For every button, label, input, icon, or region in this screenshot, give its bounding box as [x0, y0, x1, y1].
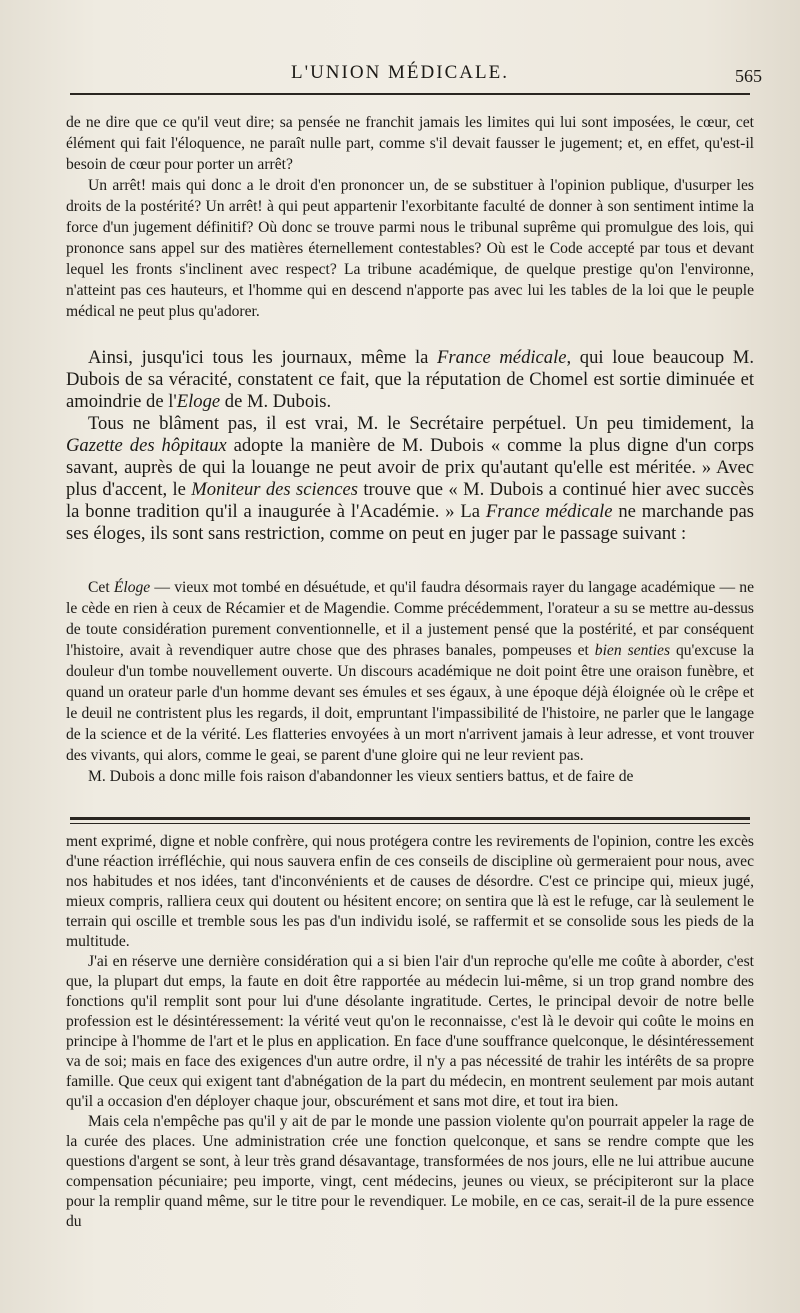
main-commentary: [66, 347, 754, 545]
paragraph: M. Dubois a donc mille fois raison d'abandonner les vieux sentiers battus, et de faire de: [88, 768, 634, 785]
running-title: L'UNION MÉDICALE.: [291, 62, 509, 83]
paragraph: J'ai en réserve une dernière considération qui a si bien l'air d'un reproche qu'elle me coûte à aborder, c'est que, la plupart dut emps, la faute en doit être rapportée au médecin lui-même, si un trop grand nombre des fonctions qu'il remplit sont pour lui d'une désolante ingratitude. Certes, le principal devoir de notre belle profession est le désintéressement: la vérité veut qu'on le reconnaisse, c'est là le devoir qui coûte le moins en principe à l'homme de l'art et le plus en application. En face d'une souffrance quelconque, le désintéressement va de soi; mais en face des exigences d'un autre ordre, il n'y a pas nécessité de trahir les intérêts de sa propre famille. Que ceux qui exigent tant d'abnégation de la part du médecin, en montrent seulement par mois autant qu'il a occasion d'en déployer chaque jour, obscurément et sans mot dire, et tout ira bien.: [66, 953, 754, 1110]
paragraph: ment exprimé, digne et noble confrère, qui nous protégera contre les revirements de l'opinion, contre les excès d'une réaction irréfléchie, qui nous sauvera enfin de ces conseils de discipline où germeraient pour nous, avec nos habitudes et nos idées, tant d'inconvénients et de causes de désordre. C'est ce principe qui, mieux jugé, mieux compris, ralliera ceux qui doutent ou hésitent encore; on sentira que là est le refuge, car là seulement le terrain qui oscille et tremble sous les pas d'un individu isolé, se raffermit et se consolide sous les pieds de la multitude.: [66, 833, 754, 950]
header-rule: [70, 93, 750, 95]
paragraph: [66, 577, 754, 766]
paragraph: Un arrêt! mais qui donc a le droit d'en prononcer un, de se substituer à l'opinion publique, d'usurper les droits de la postérité? Un arrêt! à qui peut appartenir l'exorbitante faculté de donner à son sentiment intime la force d'un jugement définitif? Où donc se trouve parmi nous le tribunal suprême qui promulgue des lois, qui prononce sans appel sur des matières éternellement contestables? Où est le Code accepté par tous et devant lequel les fronts s'inclinent avec respect? La tribune académique, de quelque prestige qu'on l'environne, n'atteint pas ces hauteurs, et l'homme qui en descend n'apporte pas avec lui les tables de la loi que le peuple médical ne peut plus qu'adorer.: [66, 177, 754, 320]
italic-term: Éloge: [113, 579, 151, 596]
text-run: de M. Dubois.: [220, 391, 332, 412]
text-run: — vieux mot tombé en désuétude, et qu'il faudra désormais rayer du langage académique — ne le cède en rien à ceux de Récamier et de Magendie. Comme précédemment, l'orateur a su se mettre au-dessus de toute considération purement conventionnelle, et il a justement pensé que la postérité, et par conséquent l'histoire, avait à revendiquer autre chose que des phrases banales, pompeuses et: [66, 579, 754, 659]
section-rule: [70, 823, 750, 824]
journal-title: France médicale: [485, 501, 613, 522]
page-header: [0, 60, 800, 90]
text-run: Cet: [88, 579, 114, 596]
paragraph: [66, 347, 754, 413]
text-run: , qui loue beaucoup M. Dubois de sa véracité, constatent ce fait, que la réputation de Chomel est sortie diminuée et amoindrie de l': [66, 347, 754, 412]
journal-title: Gazette des hôpitaux: [66, 435, 227, 456]
italic-term: bien senties: [594, 642, 671, 659]
paragraph: [66, 413, 754, 545]
section-rule: [70, 817, 750, 820]
text-run: qu'excuse la douleur d'un tombe nouvellement ouverte. Un discours académique ne doit point être une oraison funèbre, et quand un orateur parle d'un homme devant ses émules et ses égaux, à une époque déjà éloignée où le crêpe et le deuil ne contristent plus les regards, il doit, empruntant l'impassibilité de l'histoire, ne parler que le langage de la science et de la vérité. Les flatteries envoyées à un mort n'arrivent jamais à leur adresse, et vont trouver des vivants, qui alors, comme le geai, se parent d'une gloire qui ne leur revient pas.: [66, 642, 754, 764]
page-number: 565: [735, 66, 762, 86]
continued-passage: [66, 112, 754, 322]
text-run: adopte la manière de M. Dubois « comme la plus digne d'un corps savant, auprès de qui la louange ne peut avoir de prix qu'autant qu'elle est méritée. » Avec plus d'accent, le: [66, 435, 754, 500]
italic-term: Eloge: [176, 391, 221, 412]
text-run: Tous ne blâment pas, il est vrai, M. le Secrétaire perpétuel. Un peu timidement, la: [88, 413, 754, 434]
text-run: Ainsi, jusqu'ici tous les journaux, même la: [88, 347, 438, 368]
paragraph: de ne dire que ce qu'il veut dire; sa pensée ne franchit jamais les limites qui lui sont imposées, le cœur, cet élément qui fait l'éloquence, ne paraît nulle part, comme s'il devait fausser le jugement; et, en effet, qu'est-il besoin de cœur pour porter un arrêt?: [66, 114, 754, 173]
journal-title: France médicale: [437, 347, 567, 368]
feuilleton-section: [66, 832, 754, 1232]
text-run: trouve que « M. Dubois a continué hier avec succès la bonne tradition qu'il a inaugurée à l'Académie. » La: [66, 479, 754, 522]
text-run: ne marchande pas ses éloges, ils sont sans restriction, comme on peut en juger par le passage suivant :: [66, 501, 754, 544]
journal-title: Moniteur des sciences: [191, 479, 358, 500]
paragraph: Mais cela n'empêche pas qu'il y ait de par le monde une passion violente qu'on pourrait appeler la rage de la curée des places. Une administration crée une fonction quelconque, et sans se rendre compte que les questions d'argent se sont, à leur très grand désavantage, transformées de nos jours, elle ne lui attribue aucune compensation pécuniaire; peu importe, vingt, cent médecins, jeunes ou vieux, se précipiteront sur la place pour la remplir quand même, sur le titre pour le revendiquer. Le mobile, en ce cas, serait-il de la pure essence du: [66, 1113, 754, 1230]
quoted-passage: [66, 577, 754, 787]
